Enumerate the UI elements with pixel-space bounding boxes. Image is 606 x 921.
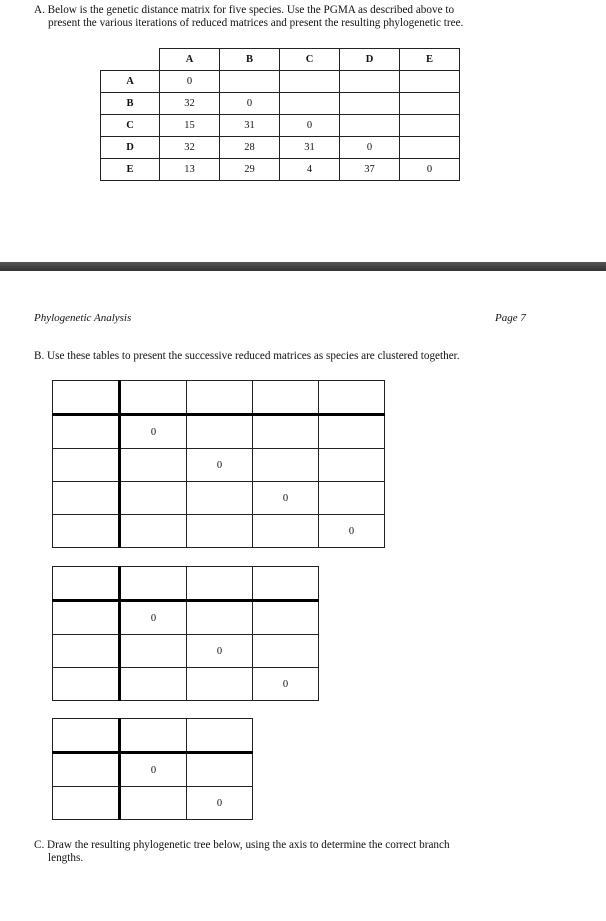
- table-row: [53, 449, 385, 482]
- table-row: [53, 567, 319, 601]
- matrix-input-cell[interactable]: [187, 753, 253, 787]
- table-row: [53, 668, 319, 701]
- matrix-input-cell[interactable]: [253, 415, 319, 449]
- matrix-cell: 29: [220, 159, 280, 181]
- matrix-input-cell[interactable]: [53, 787, 120, 820]
- reduced-matrix-3[interactable]: [52, 718, 253, 820]
- matrix-cell: 13: [160, 159, 220, 181]
- matrix-cell: [280, 93, 340, 115]
- diagonal-cell[interactable]: 0: [253, 482, 319, 515]
- matrix-cell: 32: [160, 137, 220, 159]
- matrix-input-cell[interactable]: [187, 415, 253, 449]
- matrix-col-header: C: [280, 49, 340, 71]
- section-b-text: B. Use these tables to present the successive reduced matrices as species are clustered together.: [34, 350, 460, 362]
- table-row: [53, 719, 253, 753]
- matrix-input-cell[interactable]: [253, 567, 319, 601]
- matrix-cell: 0: [340, 137, 400, 159]
- matrix-cell: 0: [400, 159, 460, 181]
- table-row: [53, 415, 385, 449]
- matrix-cell: [340, 71, 400, 93]
- diagonal-cell[interactable]: 0: [120, 415, 187, 449]
- matrix-input-cell[interactable]: [187, 668, 253, 701]
- matrix-input-cell[interactable]: [253, 635, 319, 668]
- matrix-row: [101, 71, 460, 93]
- section-c-line-2: lengths.: [48, 852, 84, 864]
- matrix-input-cell[interactable]: [120, 449, 187, 482]
- section-a-line-2: present the various iterations of reduced matrices and present the resulting phylogenetic tree.: [48, 17, 464, 29]
- matrix-row-header: E: [101, 159, 160, 181]
- matrix-input-cell[interactable]: [120, 381, 187, 415]
- matrix-cell: [400, 71, 460, 93]
- diagonal-cell[interactable]: 0: [120, 753, 187, 787]
- diagonal-cell[interactable]: 0: [187, 449, 253, 482]
- matrix-input-cell[interactable]: [253, 601, 319, 635]
- matrix-cell: 15: [160, 115, 220, 137]
- matrix-input-cell[interactable]: [319, 449, 385, 482]
- table-row: [53, 635, 319, 668]
- matrix-input-cell[interactable]: [319, 482, 385, 515]
- diagonal-cell[interactable]: 0: [187, 787, 253, 820]
- matrix-input-cell[interactable]: [53, 482, 120, 515]
- distance-matrix: [100, 48, 460, 181]
- matrix-col-header: B: [220, 49, 280, 71]
- matrix-input-cell[interactable]: [120, 515, 187, 548]
- matrix-input-cell[interactable]: [120, 482, 187, 515]
- matrix-cell: 0: [160, 71, 220, 93]
- matrix-input-cell[interactable]: [120, 668, 187, 701]
- matrix-cell: 28: [220, 137, 280, 159]
- matrix-input-cell[interactable]: [53, 719, 120, 753]
- matrix-cell: 4: [280, 159, 340, 181]
- matrix-input-cell[interactable]: [53, 449, 120, 482]
- matrix-cell: 0: [280, 115, 340, 137]
- matrix-cell: [340, 93, 400, 115]
- table-row: [53, 787, 253, 820]
- diagonal-cell[interactable]: 0: [120, 601, 187, 635]
- matrix-cell: [400, 93, 460, 115]
- matrix-row: [101, 137, 460, 159]
- matrix-cell: 37: [340, 159, 400, 181]
- matrix-input-cell[interactable]: [187, 381, 253, 415]
- matrix-cell: [400, 115, 460, 137]
- matrix-col-header: D: [340, 49, 400, 71]
- section-c-line-1: C. Draw the resulting phylogenetic tree below, using the axis to determine the correct branch: [34, 839, 450, 851]
- table-row: [53, 753, 253, 787]
- matrix-cell: 31: [280, 137, 340, 159]
- matrix-cell: 31: [220, 115, 280, 137]
- matrix-cell: [280, 71, 340, 93]
- matrix-input-cell[interactable]: [53, 415, 120, 449]
- matrix-input-cell[interactable]: [53, 601, 120, 635]
- matrix-input-cell[interactable]: [187, 515, 253, 548]
- matrix-row: [101, 159, 460, 181]
- matrix-input-cell[interactable]: [120, 719, 187, 753]
- matrix-row: [101, 93, 460, 115]
- matrix-input-cell[interactable]: [120, 787, 187, 820]
- matrix-input-cell[interactable]: [319, 381, 385, 415]
- page-header-title: Phylogenetic Analysis: [34, 312, 132, 324]
- matrix-row: [101, 115, 460, 137]
- matrix-input-cell[interactable]: [53, 515, 120, 548]
- diagonal-cell[interactable]: 0: [187, 635, 253, 668]
- matrix-input-cell[interactable]: [120, 567, 187, 601]
- page-number: Page 7: [495, 312, 526, 324]
- matrix-row-header: A: [101, 71, 160, 93]
- matrix-input-cell[interactable]: [187, 482, 253, 515]
- matrix-input-cell[interactable]: [53, 753, 120, 787]
- reduced-matrix-2[interactable]: [52, 566, 319, 701]
- matrix-input-cell[interactable]: [120, 635, 187, 668]
- matrix-col-header: A: [160, 49, 220, 71]
- diagonal-cell[interactable]: 0: [253, 668, 319, 701]
- reduced-matrix-1[interactable]: [52, 380, 385, 548]
- matrix-row-header: B: [101, 93, 160, 115]
- matrix-input-cell[interactable]: [253, 515, 319, 548]
- matrix-col-header: E: [400, 49, 460, 71]
- matrix-corner-cell: [101, 49, 160, 71]
- matrix-input-cell[interactable]: [253, 449, 319, 482]
- table-row: [53, 515, 385, 548]
- matrix-input-cell[interactable]: [187, 567, 253, 601]
- matrix-input-cell[interactable]: [253, 381, 319, 415]
- matrix-cell: 32: [160, 93, 220, 115]
- matrix-cell: [400, 137, 460, 159]
- matrix-input-cell[interactable]: [53, 567, 120, 601]
- diagonal-cell[interactable]: 0: [319, 515, 385, 548]
- matrix-input-cell[interactable]: [53, 668, 120, 701]
- page-break-divider: [0, 262, 606, 271]
- table-row: [53, 381, 385, 415]
- matrix-cell: 0: [220, 93, 280, 115]
- table-row: [53, 601, 319, 635]
- table-row: [53, 482, 385, 515]
- matrix-cell: [340, 115, 400, 137]
- matrix-input-cell[interactable]: [187, 719, 253, 753]
- matrix-input-cell[interactable]: [319, 415, 385, 449]
- matrix-input-cell[interactable]: [53, 635, 120, 668]
- matrix-row-header: C: [101, 115, 160, 137]
- matrix-input-cell[interactable]: [187, 601, 253, 635]
- matrix-input-cell[interactable]: [53, 381, 120, 415]
- section-a-line-1: A. Below is the genetic distance matrix for five species. Use the PGMA as described above to: [34, 4, 455, 16]
- matrix-cell: [220, 71, 280, 93]
- matrix-row-header: D: [101, 137, 160, 159]
- matrix-header-row: [101, 49, 460, 71]
